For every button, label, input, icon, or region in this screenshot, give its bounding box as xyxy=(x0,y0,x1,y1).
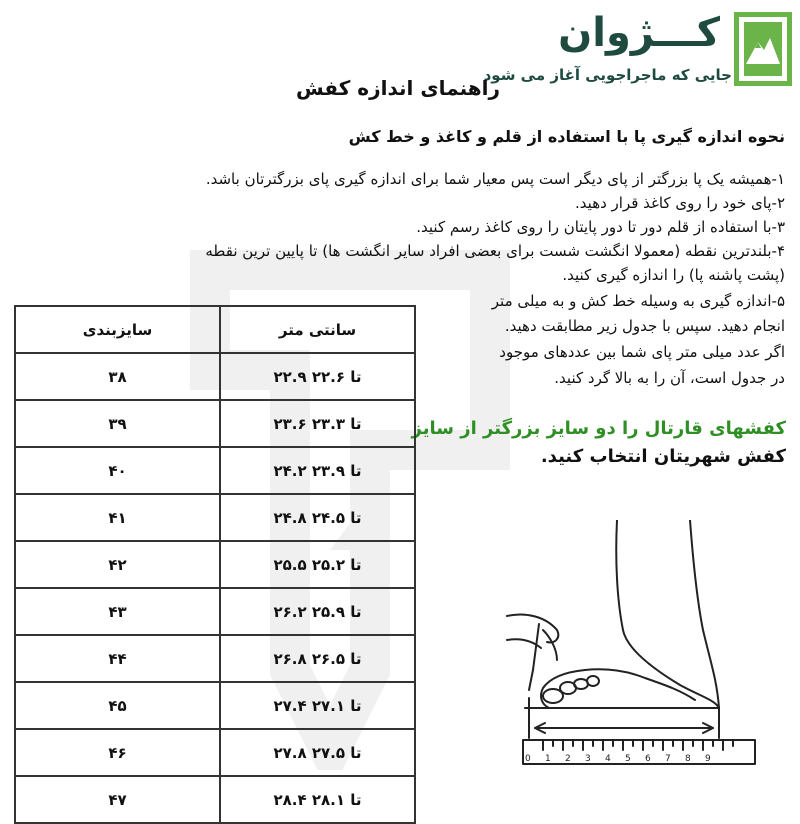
table-row xyxy=(15,682,415,729)
size-cell: ۴۱ xyxy=(15,494,220,541)
ruler-digit: 7 xyxy=(665,754,671,764)
size-cell: ۴۲ xyxy=(15,541,220,588)
size-cell: ۴۳ xyxy=(15,588,220,635)
cm-cell: ۲۵.۵ تا ۲۵.۲ xyxy=(220,541,415,588)
cm-cell: ۲۷.۸ تا ۲۷.۵ xyxy=(220,729,415,776)
brand-name: کـــژوان xyxy=(558,10,720,56)
instruction-line-8: اگر عدد میلی متر پای شما بین عددهای موجود xyxy=(499,343,785,361)
ruler-digit: 4 xyxy=(605,754,611,764)
column-header-size: سایزبندی xyxy=(15,306,220,353)
cm-cell: ۲۴.۲ تا ۲۳.۹ xyxy=(220,447,415,494)
ruler-digit: 6 xyxy=(645,754,651,764)
size-cell: ۴۴ xyxy=(15,635,220,682)
table-row xyxy=(15,447,415,494)
cm-cell: ۲۳.۶ تا ۲۳.۳ xyxy=(220,400,415,447)
instruction-line-7: انجام دهید. سپس با جدول زیر مطابقت دهید. xyxy=(504,317,785,335)
brand-tagline: جایی که ماجراجویی آغاز می شود xyxy=(483,66,732,84)
cm-cell: ۲۶.۲ تا ۲۵.۹ xyxy=(220,588,415,635)
table-row xyxy=(15,588,415,635)
size-table xyxy=(14,305,416,824)
section-heading: نحوه اندازه گیری پا با استفاده از قلم و کاغذ و خط کش xyxy=(348,127,785,146)
table-row xyxy=(15,541,415,588)
page-title: راهنمای اندازه کفش xyxy=(296,76,500,100)
table-row xyxy=(15,494,415,541)
table-header-row xyxy=(15,306,415,353)
foot-measurement-icon xyxy=(505,520,775,770)
table-row xyxy=(15,635,415,682)
cm-cell: ۲۲.۹ تا ۲۲.۶ xyxy=(220,353,415,400)
table-row xyxy=(15,400,415,447)
cm-cell: ۲۴.۸ تا ۲۴.۵ xyxy=(220,494,415,541)
instruction-line-1: ۱-همیشه یک پا بزرگتر از پای دیگر است پس معیار شما برای اندازه گیری پای بزرگترتان باشد. xyxy=(205,170,785,188)
size-cell: ۳۹ xyxy=(15,400,220,447)
size-cell: ۳۸ xyxy=(15,353,220,400)
size-cell: ۴۰ xyxy=(15,447,220,494)
ruler-digit: 1 xyxy=(545,754,551,764)
table-row xyxy=(15,729,415,776)
instruction-line-9: در جدول است، آن را به بالا گرد کنید. xyxy=(554,369,785,387)
ruler-digit: 3 xyxy=(585,754,591,764)
ruler-digit: 0 xyxy=(525,754,531,764)
cm-cell: ۲۶.۸ تا ۲۶.۵ xyxy=(220,635,415,682)
ruler-digit: 8 xyxy=(685,754,691,764)
brand-header xyxy=(483,8,792,90)
instruction-line-6: ۵-اندازه گیری به وسیله خط کش و به میلی متر xyxy=(491,292,785,310)
size-cell: ۴۷ xyxy=(15,776,220,823)
cm-cell: ۲۸.۴ تا ۲۸.۱ xyxy=(220,776,415,823)
note-line-2: کفش شهریتان انتخاب کنید. xyxy=(540,446,786,467)
table-row xyxy=(15,353,415,400)
note-line-1: کفشهای قارتال را دو سایز بزرگتر از سایز xyxy=(411,418,786,439)
size-cell: ۴۶ xyxy=(15,729,220,776)
instruction-line-3: ۳-با استفاده از قلم دور تا دور پایتان را روی کاغذ رسم کنید. xyxy=(416,218,785,236)
cm-cell: ۲۷.۴ تا ۲۷.۱ xyxy=(220,682,415,729)
mountain-logo-icon xyxy=(734,12,792,86)
ruler-digit: 2 xyxy=(565,754,571,764)
ruler-digit: 5 xyxy=(625,754,631,764)
instruction-line-5: (پشت پاشنه پا) را اندازه گیری کنید. xyxy=(562,266,785,284)
ruler-digit: 9 xyxy=(705,754,711,764)
instruction-line-4: ۴-بلندترین نقطه (معمولا انگشت شست برای بعضی افراد سایر انگشت ها) تا پایین ترین نقطه xyxy=(205,242,785,260)
instruction-line-2: ۲-پای خود را روی کاغذ قرار دهید. xyxy=(575,194,785,212)
column-header-cm: سانتی متر xyxy=(220,306,415,353)
size-cell: ۴۵ xyxy=(15,682,220,729)
